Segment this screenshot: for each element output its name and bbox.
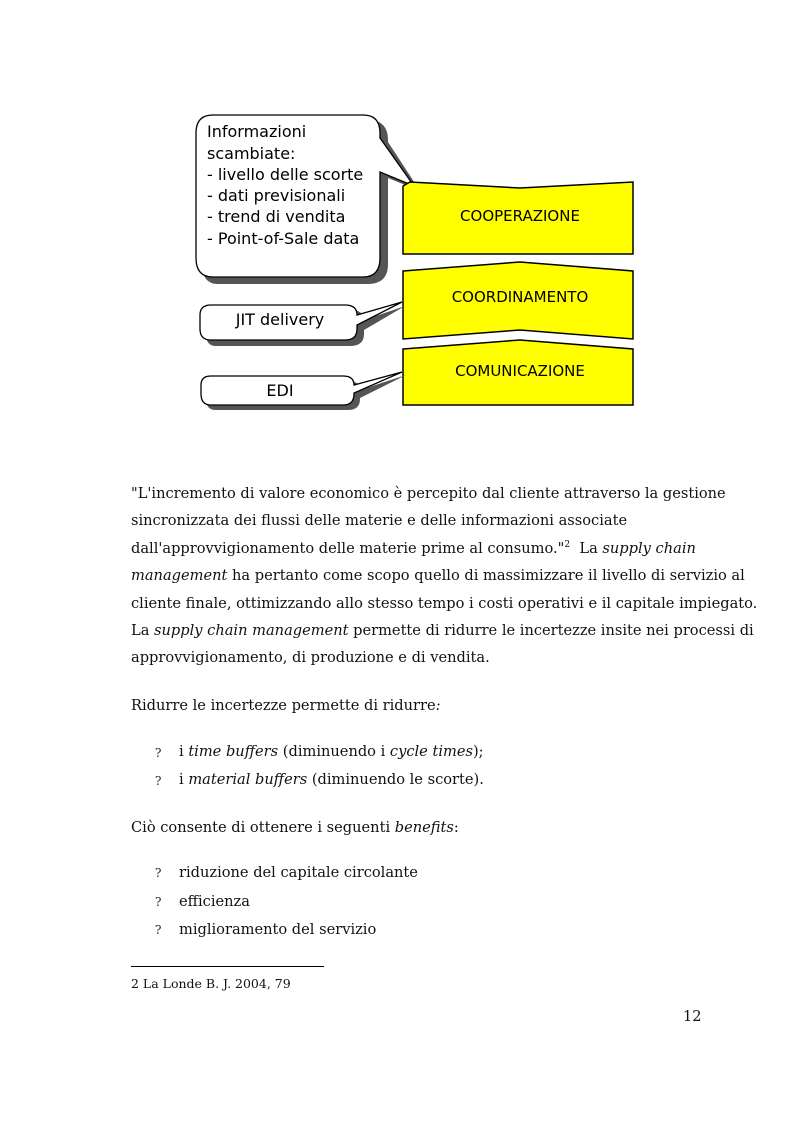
- footnote: [131, 976, 291, 991]
- p1-line-3b: La: [570, 539, 603, 557]
- p1-line-4: [131, 562, 745, 589]
- supply-chain-levels-diagram: [0, 0, 795, 430]
- p3-tail: :: [453, 819, 459, 836]
- list2-item-3: miglioramento del servizio: [179, 921, 377, 938]
- p2-line: [131, 692, 676, 719]
- p1-line-1: "L'incremento di valore economico è percepito dal cliente attraverso la gestione: [131, 485, 726, 502]
- list2-item-2: efficienza: [179, 893, 250, 910]
- jit-delivery-label: JIT delivery: [235, 310, 325, 329]
- p1-italic-management: management: [131, 567, 228, 585]
- bubble-line-3: - livello delle scorte: [207, 165, 364, 184]
- paragraph-1: [131, 480, 758, 672]
- p1-line-6: [131, 617, 754, 644]
- list1-bullet-1: ?: [155, 746, 162, 760]
- list1-item-2-mid: (diminuendo le scorte).: [307, 771, 484, 788]
- edi-label: EDI: [266, 381, 294, 400]
- bubble-line-2: scambiate:: [207, 144, 296, 163]
- list1-bullet-2: ?: [155, 774, 162, 788]
- level-label-coordinamento: COORDINAMENTO: [451, 288, 589, 306]
- list1-item-1-mid: (diminuendo i: [278, 743, 390, 760]
- footnote-ref: 2: [564, 539, 571, 550]
- p3-text: Ciò consente di ottenere i seguenti: [131, 819, 395, 836]
- paragraph-2: [131, 692, 676, 719]
- p1-italic-supply-chain: supply chain: [602, 539, 696, 557]
- list1-item-1-pre: i: [179, 743, 189, 760]
- list2-bullet-1: ?: [155, 866, 162, 880]
- p3-italic-benefits: benefits: [394, 819, 454, 836]
- p1-line-4b: ha pertanto come scopo quello di massimizzare il livello di servizio al: [227, 567, 745, 585]
- bubble-line-1: Informazioni: [207, 122, 307, 141]
- p3-line: [131, 814, 676, 841]
- level-label-cooperazione: COOPERAZIONE: [460, 207, 580, 225]
- paragraph-3: [131, 814, 676, 841]
- bubble-line-4: - dati previsionali: [207, 186, 346, 205]
- p1-line-3: [131, 535, 696, 562]
- p1-line-5: cliente finale, ottimizzando allo stesso tempo i costi operativi e il capitale impiegato.: [131, 594, 758, 612]
- list1-item-1: [179, 743, 484, 760]
- p1-line-6a: La: [131, 622, 155, 640]
- bubble-line-5: - trend di vendita: [207, 207, 346, 226]
- list1-item-2-italic1: material buffers: [188, 771, 308, 788]
- list2-bullet-2: ?: [155, 895, 162, 909]
- list1-item-2: [179, 771, 484, 788]
- list2-bullet-3: ?: [155, 923, 162, 937]
- list1-item-1-italic1: time buffers: [188, 743, 279, 760]
- p1-line-7: approvvigionamento, di produzione e di vendita.: [131, 649, 490, 667]
- list1-item-1-italic2: cycle times: [389, 743, 473, 760]
- p2-tail: :: [435, 697, 441, 714]
- list1-item-1-post: );: [472, 743, 484, 760]
- footnote-separator: [131, 966, 324, 967]
- p1-line-6b: permette di ridurre le incertezze insite nei processi di: [348, 622, 754, 640]
- level-label-comunicazione: COMUNICAZIONE: [455, 362, 585, 380]
- list1-item-2-pre: i: [179, 771, 189, 788]
- bubble-line-6: - Point-of-Sale data: [207, 229, 360, 248]
- p2-text: Ridurre le incertezze permette di ridurre: [131, 697, 436, 714]
- list2-item-1: riduzione del capitale circolante: [179, 864, 418, 881]
- footnote-number: 2: [131, 976, 139, 991]
- page-number: 12: [683, 1008, 702, 1025]
- p1-line-3a: dall'approvvigionamento delle materie prime al consumo.": [131, 539, 565, 557]
- p1-italic-scm: supply chain management: [154, 622, 349, 640]
- footnote-text: La Londe B. J. 2004, 79: [138, 976, 291, 991]
- p1-line-2: sincronizzata dei flussi delle materie e delle informazioni associate: [131, 512, 628, 530]
